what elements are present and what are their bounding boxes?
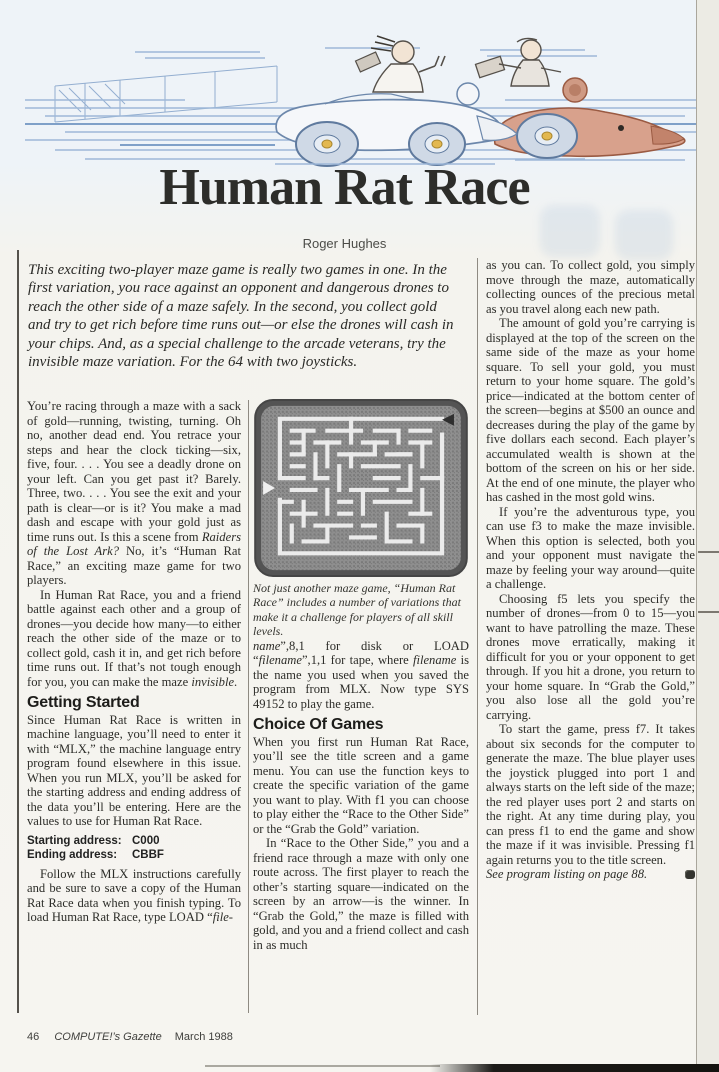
section-heading-getting-started: Getting Started <box>27 694 140 711</box>
table-row <box>27 834 241 848</box>
column-rule <box>248 400 249 1013</box>
article-byline: Roger Hughes <box>302 236 387 251</box>
address-value: C000 <box>132 834 160 847</box>
edge-artifact <box>698 551 719 553</box>
mlx-address-table <box>27 834 241 862</box>
address-value: CBBF <box>132 848 164 861</box>
body-paragraph: Choosing f5 lets you specify the number of drones—from 0 to 15—you want to have patrolling the maze. These drones move erratically, making it difficult for you or your opponent to get through. If you hit a drone, you return to your home square. In “Grab the Gold,” you also lose all the gold you’re carrying. <box>486 591 695 722</box>
body-paragraph: If you’re the adventurous type, you can use f3 to make the maze invisible. When this option is selected, both you and your opponent must navigate the maze by feeling your way around—quite a challenge. <box>486 504 695 591</box>
fence-sketch <box>55 66 277 122</box>
column-1 <box>27 399 241 925</box>
body-paragraph: Follow the MLX instructions carefully and be sure to save a copy of the Human Rat Race data when you finish typing. To load Human Rat Race, type LOAD “file- <box>27 866 241 924</box>
page-footer <box>27 1031 233 1043</box>
article-deck: This exciting two-player maze game is really two games in one. In the first variation, you race against an opponent and dangerous drones to reach the other side of a maze safely. In the second, you collect gold and try to get rich before time runs out—or else the drones will cash in your chips. And, as a special challenge to the arcade veterans, try the invisible maze variation. For the 64 with two joysticks. <box>28 262 454 371</box>
address-label: Starting address: <box>27 834 122 847</box>
column-rule <box>477 258 478 1015</box>
table-row <box>27 848 241 862</box>
edge-artifact <box>205 1065 440 1067</box>
body-paragraph: You’re racing through a maze with a sack of gold—running, twisting, turning. Oh no, another dead end. You retrace your steps and hear the clock ticking—six, five, four. . . . You see a deadly drone on your left. Can you get past it? Barely. Three, two. . . . You see the exit and your path is clear—or is it? You make a mad dash and escape with your gold just as time runs out. Is this a scene from Raiders of the Lost Ark? No, it’s “Human Rat Race,” an exciting maze game for two players. <box>27 399 241 587</box>
left-page-rule <box>17 250 19 1013</box>
page-number: 46 <box>27 1031 40 1043</box>
issue-date: March 1988 <box>174 1031 233 1043</box>
article-title: Human Rat Race <box>159 159 530 216</box>
magazine-name: COMPUTE!’s Gazette <box>54 1031 162 1043</box>
column-2 <box>253 399 469 952</box>
scan-shadow-bar <box>430 1064 719 1072</box>
body-paragraph: In Human Rat Race, you and a friend battle against each other and a group of drones—you decide how many—to either reach the other side of the maze or to collect gold, cash it in, and get rich before time runs out. If that’s not tough enough for you, you can make the maze invisible. <box>27 587 241 689</box>
closing-text: See program listing on page 88. <box>486 867 648 881</box>
body-paragraph: Since Human Rat Race is written in machine language, you’ll need to enter it with “MLX,” the machine language entry program found elsewhere in this issue. When you run MLX, you’ll be asked for the starting address and ending address of the data you’ll be entering. Here are the values to use for Human Rat Race. <box>27 712 241 828</box>
body-paragraph: To start the game, press f7. It takes about six seconds for the computer to generate the maze. The blue player uses the joystick plugged into port 1 and always starts on the left side of the maze; the red player uses port 2 and starts on the right. At any time during play, you can press f1 to end the game and show the maze if it was invisible. Pressing f1 again returns you to the title screen. <box>486 722 695 867</box>
address-label: Ending address: <box>27 848 118 861</box>
closing-line <box>486 867 695 882</box>
body-paragraph: name”,8,1 for disk or LOAD “filename”,1,1 for tape, where filename is the name you used when you saved the program from MLX. Now type SYS 49152 to play the game. <box>253 638 469 711</box>
showthrough-artifact <box>615 210 673 260</box>
section-heading-choice-of-games: Choice Of Games <box>253 716 384 734</box>
column-3 <box>486 258 695 882</box>
body-paragraph: The amount of gold you’re carrying is displayed at the top of the screen on the same side of the maze as your home square. To sell your gold, you must return to your home square. The gold’s price—indicated at the bottom center of the screen—begins at $500 an ounce and decreases during the play of the game by five dollars each second. Each player’s accumulated wealth is shown at the bottom of the screen on his or her side. At the end of one minute, the player who has cashed in the most gold wins. <box>486 316 695 504</box>
end-of-article-icon <box>685 870 695 879</box>
body-paragraph: In “Race to the Other Side,” you and a friend race through a maze with only one route across. The first player to reach the other’s starting square—indicated on the screen by an arrow—is the winner. In “Grab the Gold,” the maze is filled with gold, and you and a friend collect and cash in as much <box>253 836 469 952</box>
body-paragraph: as you can. To collect gold, you simply move through the maze, automatically collecting ounces of the precious metal as you travel along each new path. <box>486 258 695 316</box>
body-paragraph: When you first run Human Rat Race, you’ll see the title screen and a game menu. You can use the function keys to create the specific variation of the game you want to play. With f1 you can choose to play either the “Race to the Other Side” or the “Grab the Gold” variation. <box>253 734 469 836</box>
page-edge-strip <box>696 0 719 1072</box>
figure-caption: Not just another maze game, “Human Rat Race” includes a number of variations that make it a challenge for players of all skill levels. <box>253 580 461 639</box>
edge-artifact <box>698 611 719 613</box>
maze-screenshot <box>253 399 469 577</box>
